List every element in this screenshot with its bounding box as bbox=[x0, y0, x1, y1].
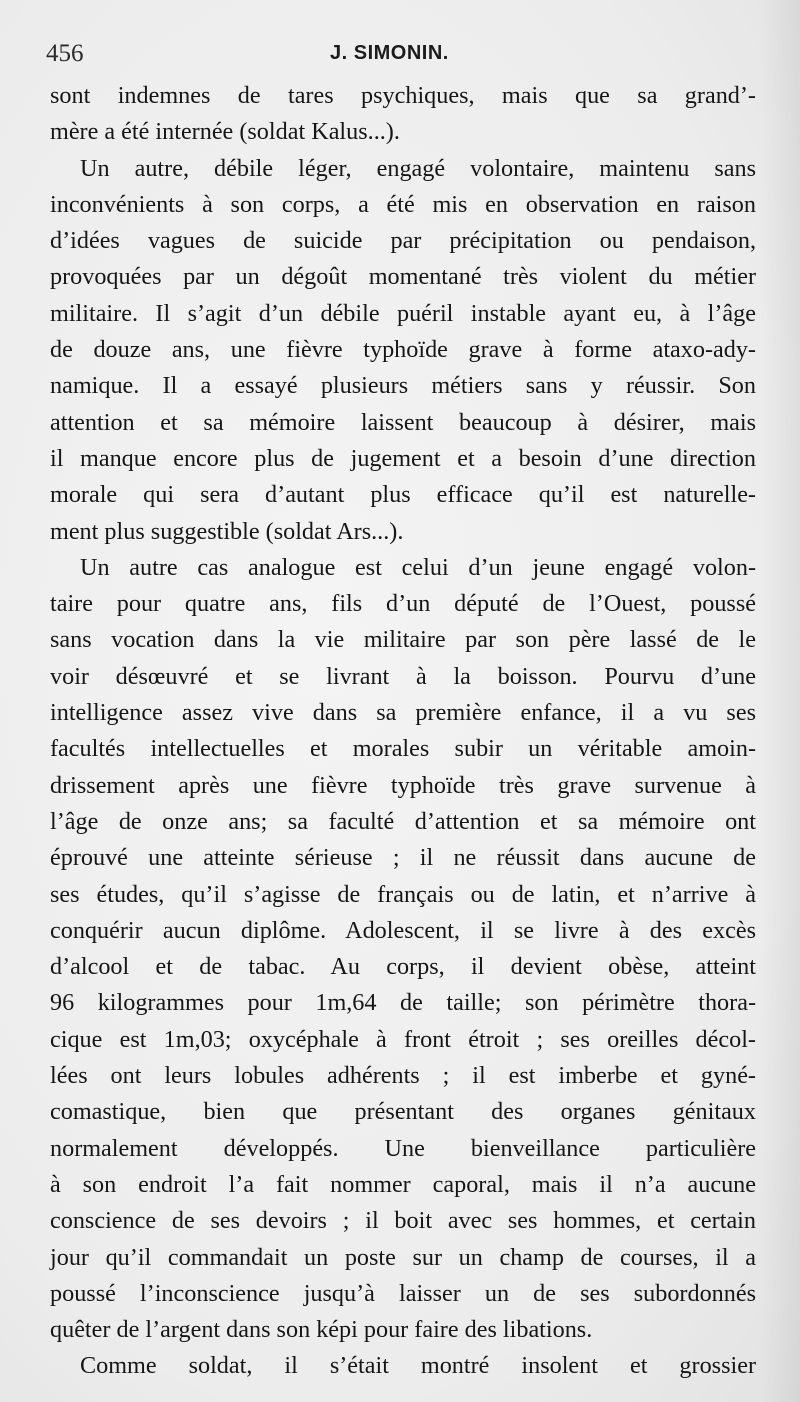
text-line: ses études, qu’il s’agisse de français ou de latin, et n’arrive à bbox=[50, 880, 756, 908]
text-line: intelligence assez vive dans sa première enfance, il a vu ses bbox=[50, 699, 756, 727]
text-line: drissement après une fièvre typhoïde très grave survenue à bbox=[50, 771, 756, 799]
text-line: mère a été internée (soldat Kalus...). bbox=[50, 118, 400, 146]
text-line: inconvénients à son corps, a été mis en observation en raison bbox=[50, 190, 756, 218]
text-line: poussé l’inconscience jusqu’à laisser un de ses subordonnés bbox=[50, 1279, 756, 1307]
text-line: à son endroit l’a fait nommer caporal, mais il n’a aucune bbox=[50, 1170, 756, 1198]
text-line: Un autre, débile léger, engagé volontaire, maintenu sans bbox=[80, 154, 756, 182]
text-line: lées ont leurs lobules adhérents ; il est imberbe et gyné- bbox=[50, 1062, 756, 1090]
text-line: morale qui sera d’autant plus efficace qu’il est naturelle- bbox=[50, 481, 756, 509]
text-line: sans vocation dans la vie militaire par son père lassé de le bbox=[50, 626, 756, 654]
text-line: namique. Il a essayé plusieurs métiers sans y réussir. Son bbox=[50, 372, 756, 400]
text-line: éprouvé une atteinte sérieuse ; il ne réussit dans aucune de bbox=[50, 844, 756, 872]
text-line: cique est 1m,03; oxycéphale à front étroit ; ses oreilles décol- bbox=[50, 1025, 756, 1053]
text-line: quêter de l’argent dans son képi pour faire des libations. bbox=[50, 1316, 593, 1344]
text-line: militaire. Il s’agit d’un débile puéril instable ayant eu, à l’âge bbox=[50, 299, 756, 327]
text-line: sont indemnes de tares psychiques, mais que sa grand’- bbox=[50, 82, 756, 109]
text-line: Un autre cas analogue est celui d’un jeune engagé volon- bbox=[80, 553, 756, 581]
text-line: attention et sa mémoire laissent beaucoup à désirer, mais bbox=[50, 408, 756, 436]
page-edge-shadow bbox=[760, 0, 800, 1402]
page-header bbox=[46, 36, 758, 72]
text-line: jour qu’il commandait un poste sur un champ de courses, il a bbox=[50, 1243, 756, 1271]
page-number: 456 bbox=[46, 40, 84, 67]
text-line: conscience de ses devoirs ; il boit avec ses hommes, et certain bbox=[50, 1207, 756, 1235]
text-line: facultés intellectuelles et morales subir un véritable amoin- bbox=[50, 735, 756, 763]
text-line: l’âge de onze ans; sa faculté d’attention et sa mémoire ont bbox=[50, 807, 756, 835]
text-line: ment plus suggestible (soldat Ars...). bbox=[50, 517, 404, 545]
text-line: 96 kilogrammes pour 1m,64 de taille; son périmètre thora- bbox=[50, 989, 756, 1017]
text-line: Comme soldat, il s’était montré insolent et grossier bbox=[80, 1352, 756, 1380]
text-line: d’alcool et de tabac. Au corps, il devient obèse, atteint bbox=[50, 953, 756, 981]
text-line: conquérir aucun diplôme. Adolescent, il se livre à des excès bbox=[50, 916, 756, 944]
body-text bbox=[50, 78, 756, 1385]
text-line: comastique, bien que présentant des organes génitaux bbox=[50, 1098, 756, 1126]
text-line: de douze ans, une fièvre typhoïde grave à forme ataxo-ady- bbox=[50, 336, 756, 364]
text-line: voir désœuvré et se livrant à la boisson. Pourvu d’une bbox=[50, 662, 756, 690]
text-line: provoquées par un dégoût momentané très violent du métier bbox=[50, 263, 756, 291]
running-head: J. SIMONIN. bbox=[330, 42, 449, 64]
text-line: normalement développés. Une bienveillance particulière bbox=[50, 1134, 756, 1162]
text-line: d’idées vagues de suicide par précipitation ou pendaison, bbox=[50, 227, 756, 255]
text-line: il manque encore plus de jugement et a besoin d’une direction bbox=[50, 444, 756, 472]
text-line: taire pour quatre ans, fils d’un député de l’Ouest, poussé bbox=[50, 590, 756, 618]
